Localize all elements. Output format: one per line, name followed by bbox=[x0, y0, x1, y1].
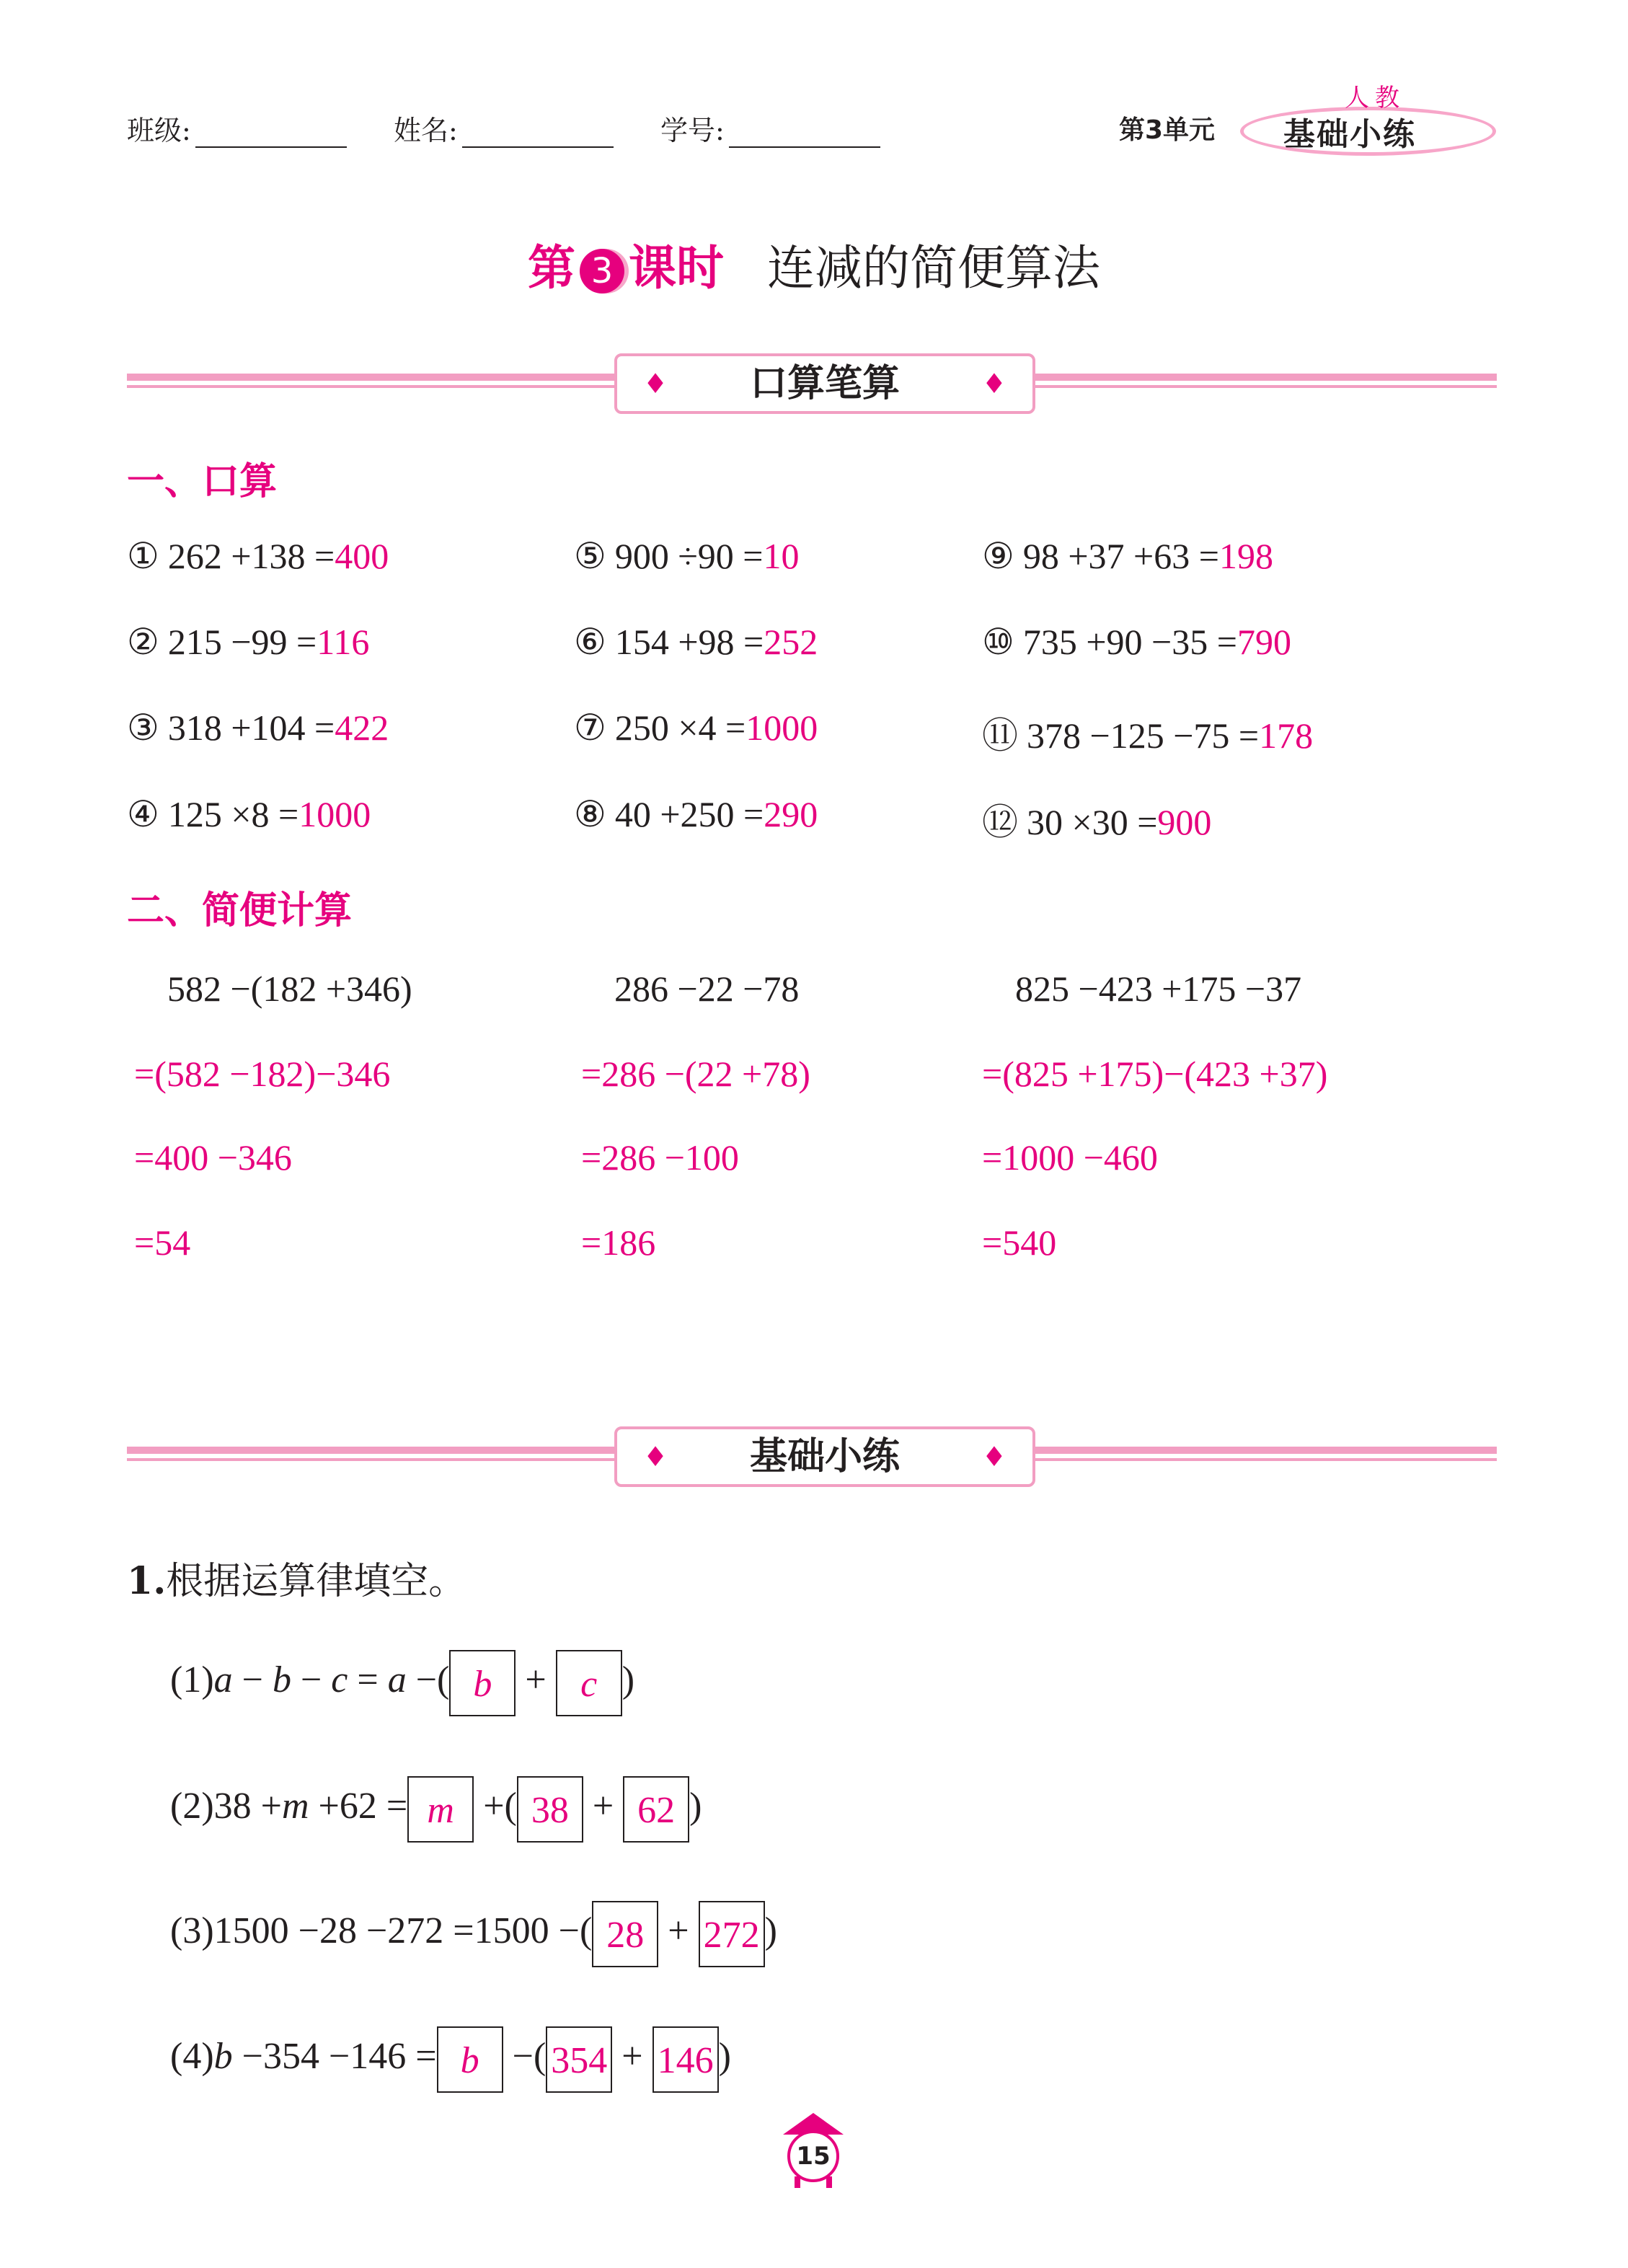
name-label: 姓名: bbox=[394, 115, 458, 146]
oral-item-number: ⑫ bbox=[982, 802, 1018, 842]
answer-box[interactable]: 28 bbox=[592, 1901, 658, 1967]
oral-item-number: ⑦ bbox=[574, 707, 606, 748]
oral-item-number: ⑪ bbox=[982, 715, 1018, 756]
banner-oral bbox=[127, 353, 1497, 411]
oral-item-expression: 318 +104 = bbox=[167, 707, 335, 748]
badge-leg bbox=[826, 2176, 832, 2188]
calc-step[interactable]: =540 bbox=[982, 1222, 1057, 1263]
oral-item-number: ② bbox=[127, 622, 159, 662]
oral-item bbox=[574, 535, 799, 577]
calc-step[interactable]: =(582 −182)−346 bbox=[134, 1054, 391, 1094]
oral-item-answer[interactable]: 790 bbox=[1237, 622, 1291, 662]
answer-box[interactable]: b bbox=[449, 1650, 516, 1716]
answer-box[interactable]: c bbox=[556, 1650, 622, 1716]
calc-problem: 825 −423 +175 −37 bbox=[1015, 968, 1302, 1009]
oral-item bbox=[982, 793, 1211, 845]
number-blank[interactable] bbox=[729, 118, 880, 148]
calc-step[interactable]: =54 bbox=[134, 1222, 191, 1263]
oral-item bbox=[127, 793, 371, 835]
oral-item-answer[interactable]: 252 bbox=[764, 622, 818, 662]
var-a: a bbox=[213, 1659, 233, 1700]
lesson-prefix: 第 bbox=[528, 240, 575, 296]
line-4-mid: −354 −146 = bbox=[232, 2036, 437, 2077]
oral-item bbox=[982, 707, 1313, 759]
answer-box[interactable]: 146 bbox=[652, 2026, 719, 2093]
oral-item-number: ⑨ bbox=[982, 536, 1014, 576]
oral-item-answer[interactable]: 900 bbox=[1157, 802, 1212, 842]
op-plus-open: +( bbox=[474, 1786, 517, 1827]
oral-item-answer[interactable]: 1000 bbox=[746, 707, 818, 748]
op-plus: + bbox=[612, 2036, 652, 2077]
oral-item-expression: 735 +90 −35 = bbox=[1022, 622, 1237, 662]
class-blank[interactable] bbox=[195, 118, 347, 148]
var-b: b bbox=[272, 1659, 291, 1700]
oral-item-number: ⑩ bbox=[982, 622, 1014, 662]
line-3-prefix: (3)1500 −28 −272 =1500 −( bbox=[170, 1910, 593, 1951]
oral-item-expression: 40 +250 = bbox=[614, 794, 764, 834]
close-paren: ) bbox=[764, 1910, 777, 1951]
oral-item-expression: 900 ÷90 = bbox=[614, 536, 764, 576]
op-minus: − bbox=[232, 1659, 273, 1700]
answer-box[interactable]: m bbox=[407, 1776, 474, 1843]
op-plus: + bbox=[583, 1786, 624, 1827]
oral-item-number: ⑥ bbox=[574, 622, 606, 662]
series-logo bbox=[1240, 78, 1500, 157]
badge-leg bbox=[795, 2176, 800, 2188]
number-field bbox=[660, 108, 880, 148]
oral-item-expression: 215 −99 = bbox=[167, 622, 317, 662]
lesson-number-badge: 3 bbox=[580, 249, 624, 294]
banner-basic-label-box bbox=[614, 1426, 1035, 1487]
class-label: 班级: bbox=[127, 115, 191, 146]
op-minus: − bbox=[291, 1659, 332, 1700]
oral-item bbox=[574, 621, 818, 663]
calc-step[interactable]: =400 −346 bbox=[134, 1137, 292, 1178]
section-oral-title: 一、口算 bbox=[127, 460, 278, 503]
exercise-1-line-4 bbox=[170, 2021, 731, 2093]
calc-problem: 582 −(182 +346) bbox=[167, 968, 412, 1009]
op-plus: + bbox=[658, 1910, 699, 1951]
oral-item-number: ① bbox=[127, 536, 159, 576]
banner-basic bbox=[127, 1426, 1497, 1484]
page-number: 15 bbox=[787, 2130, 839, 2182]
diamond-icon: ♦ bbox=[981, 1441, 1007, 1473]
op-minus-open: −( bbox=[406, 1659, 450, 1700]
line-4-prefix: (4) bbox=[170, 2036, 214, 2077]
oral-item-expression: 125 ×8 = bbox=[167, 794, 299, 834]
lesson-suffix: 课时 bbox=[629, 240, 724, 296]
lesson-title bbox=[0, 229, 1628, 298]
calc-step[interactable]: =286 −(22 +78) bbox=[581, 1054, 810, 1094]
op-equals: = bbox=[348, 1659, 388, 1700]
banner-oral-label: 口算笔算 bbox=[749, 362, 900, 405]
lesson-topic: 连减的简便算法 bbox=[767, 240, 1100, 296]
answer-box[interactable]: 272 bbox=[699, 1901, 765, 1967]
oral-item bbox=[574, 707, 818, 749]
close-paren: ) bbox=[689, 1786, 702, 1827]
oral-item-answer[interactable]: 178 bbox=[1259, 715, 1314, 756]
line-2-prefix: (2)38 + bbox=[170, 1786, 282, 1827]
close-paren: ) bbox=[621, 1659, 635, 1700]
diamond-icon: ♦ bbox=[643, 1441, 668, 1473]
var-m: m bbox=[281, 1786, 309, 1827]
answer-box[interactable]: 354 bbox=[546, 2026, 612, 2093]
oral-item-number: ⑤ bbox=[574, 536, 606, 576]
calc-step[interactable]: =286 −100 bbox=[581, 1137, 739, 1178]
name-field bbox=[394, 108, 614, 148]
oral-item bbox=[127, 535, 389, 577]
oral-item-number: ④ bbox=[127, 794, 159, 834]
oral-item-answer[interactable]: 116 bbox=[317, 622, 370, 662]
oral-item-expression: 262 +138 = bbox=[167, 536, 335, 576]
oral-item-expression: 378 −125 −75 = bbox=[1027, 715, 1260, 756]
calc-step[interactable]: =186 bbox=[581, 1222, 656, 1263]
var-b: b bbox=[213, 2036, 233, 2077]
oral-item-answer[interactable]: 422 bbox=[335, 707, 389, 748]
unit-label: 第3单元 bbox=[1119, 115, 1216, 145]
calc-step[interactable]: =(825 +175)−(423 +37) bbox=[982, 1054, 1328, 1094]
var-c: c bbox=[331, 1659, 348, 1700]
exercise-1-number: 1 bbox=[127, 1559, 154, 1603]
logo-sub: 人教 bbox=[1345, 84, 1405, 112]
class-field bbox=[127, 108, 347, 148]
oral-item bbox=[982, 621, 1291, 663]
diamond-icon: ♦ bbox=[981, 368, 1007, 400]
banner-basic-label: 基础小练 bbox=[749, 1435, 900, 1478]
oral-item-number: ③ bbox=[127, 707, 159, 748]
op-minus-open: −( bbox=[503, 2036, 547, 2077]
calc-step[interactable]: =1000 −460 bbox=[982, 1137, 1158, 1178]
banner-oral-label-box bbox=[614, 353, 1035, 414]
var-a: a bbox=[387, 1659, 407, 1700]
op-plus: + bbox=[516, 1659, 556, 1700]
section-simplify-title: 二、简便计算 bbox=[127, 889, 353, 932]
oral-item bbox=[127, 707, 389, 749]
oral-item-number: ⑧ bbox=[574, 794, 606, 834]
exercise-1-line-3 bbox=[170, 1895, 777, 1967]
oral-item bbox=[127, 621, 369, 663]
exercise-1-title: 1.根据运算律填空。 bbox=[127, 1559, 466, 1603]
name-blank[interactable] bbox=[462, 118, 614, 148]
diamond-icon: ♦ bbox=[643, 368, 668, 400]
oral-item bbox=[574, 793, 818, 835]
page-number-badge bbox=[783, 2113, 844, 2192]
close-paren: ) bbox=[718, 2036, 731, 2077]
answer-box[interactable]: b bbox=[437, 2026, 503, 2093]
oral-item-answer[interactable]: 400 bbox=[335, 536, 389, 576]
oral-item-expression: 154 +98 = bbox=[614, 622, 764, 662]
answer-box[interactable]: 38 bbox=[517, 1776, 583, 1843]
oral-item-answer[interactable]: 290 bbox=[764, 794, 818, 834]
exercise-1-text: 根据运算律填空。 bbox=[166, 1560, 466, 1603]
oral-item-expression: 98 +37 +63 = bbox=[1022, 536, 1219, 576]
line-2-mid: +62 = bbox=[309, 1786, 408, 1827]
oral-item-expression: 250 ×4 = bbox=[614, 707, 746, 748]
exercise-1-line-1 bbox=[170, 1644, 634, 1716]
oral-item-expression: 30 ×30 = bbox=[1027, 802, 1158, 842]
oral-item-answer[interactable]: 10 bbox=[763, 536, 800, 576]
line-1-prefix: (1) bbox=[170, 1659, 214, 1700]
number-label: 学号: bbox=[660, 115, 725, 146]
oral-item-answer[interactable]: 198 bbox=[1218, 536, 1273, 576]
exercise-1-line-2 bbox=[170, 1770, 702, 1843]
oral-item-answer[interactable]: 1000 bbox=[298, 794, 371, 834]
calc-problem: 286 −22 −78 bbox=[614, 968, 800, 1009]
oral-item bbox=[982, 535, 1273, 577]
answer-box[interactable]: 62 bbox=[623, 1776, 689, 1843]
logo-main: 基础小练 bbox=[1283, 116, 1416, 153]
